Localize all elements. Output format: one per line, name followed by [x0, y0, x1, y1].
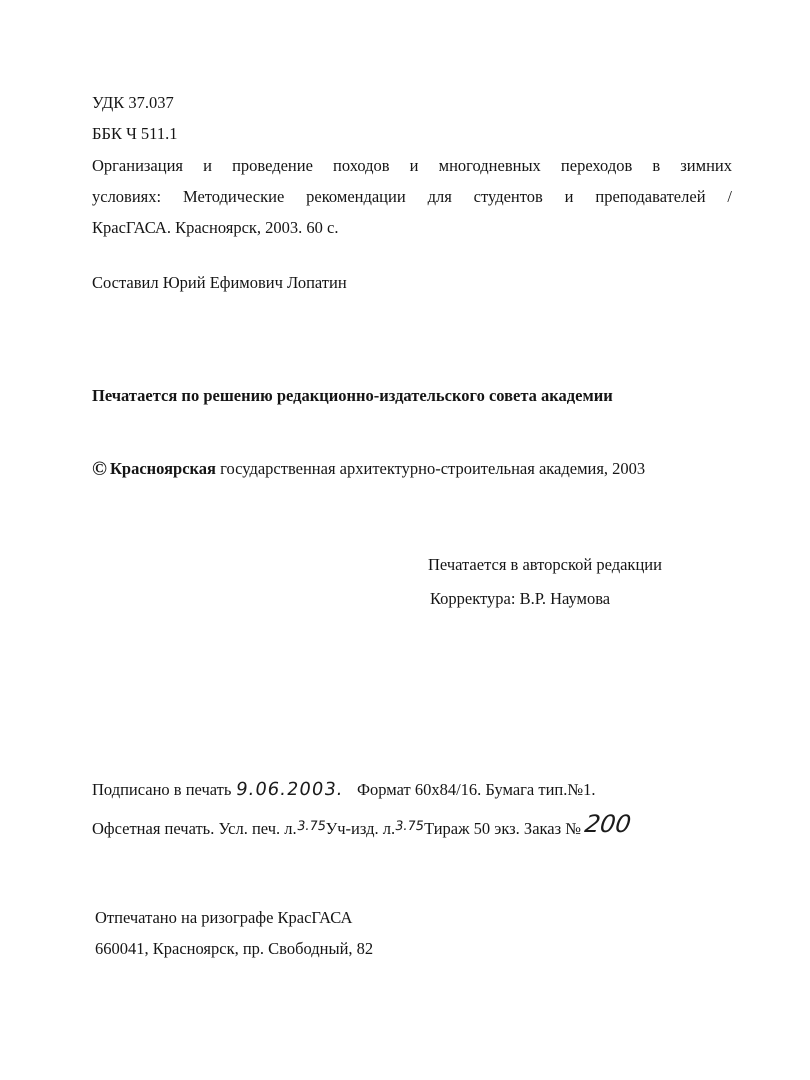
description-line-1: Организация и проведение походов и многодневных переходов в зимних	[92, 156, 732, 175]
udk-code: УДК 37.037	[92, 93, 174, 112]
edition-note: Печатается в авторской редакции	[428, 555, 662, 574]
description-line-2: условиях: Методические рекомендации для студентов и преподавателей /	[92, 187, 732, 206]
usl-value-handwritten: 3.75	[295, 819, 327, 834]
uch-label: Уч-изд. л.	[325, 819, 396, 838]
description-line-3: КрасГАСА. Красноярск, 2003. 60 с.	[92, 218, 339, 237]
signed-line	[92, 781, 596, 799]
offset-line	[92, 812, 631, 838]
bbk-code: ББК Ч 511.1	[92, 124, 178, 143]
copyright-line	[92, 459, 645, 479]
copyright-icon: ©	[92, 458, 107, 480]
copyright-rest: государственная архитектурно-строительная академия, 2003	[215, 459, 646, 478]
printer-address: 660041, Красноярск, пр. Свободный, 82	[95, 939, 374, 958]
uch-value-handwritten: 3.75	[394, 819, 426, 834]
publication-decision: Печатается по решению редакционно-издательского совета академии	[92, 386, 613, 405]
author-line: Составил Юрий Ефимович Лопатин	[92, 273, 347, 292]
printer-line-1: Отпечатано на ризографе КрасГАСА	[95, 908, 353, 927]
copyright-holder: Красноярская	[109, 459, 216, 478]
format-info: Формат 60х84/16. Бумага тип.№1.	[356, 780, 596, 799]
tirazh-order-label: Тираж 50 экз. Заказ №	[424, 819, 581, 838]
signed-label: Подписано в печать	[92, 780, 232, 799]
signed-date-handwritten: 9.06.2003.	[234, 779, 345, 800]
order-number-handwritten: 200	[583, 810, 633, 838]
offset-label: Офсетная печать. Усл. печ. л.	[92, 819, 297, 838]
proofreader: Корректура: В.Р. Наумова	[430, 589, 611, 608]
